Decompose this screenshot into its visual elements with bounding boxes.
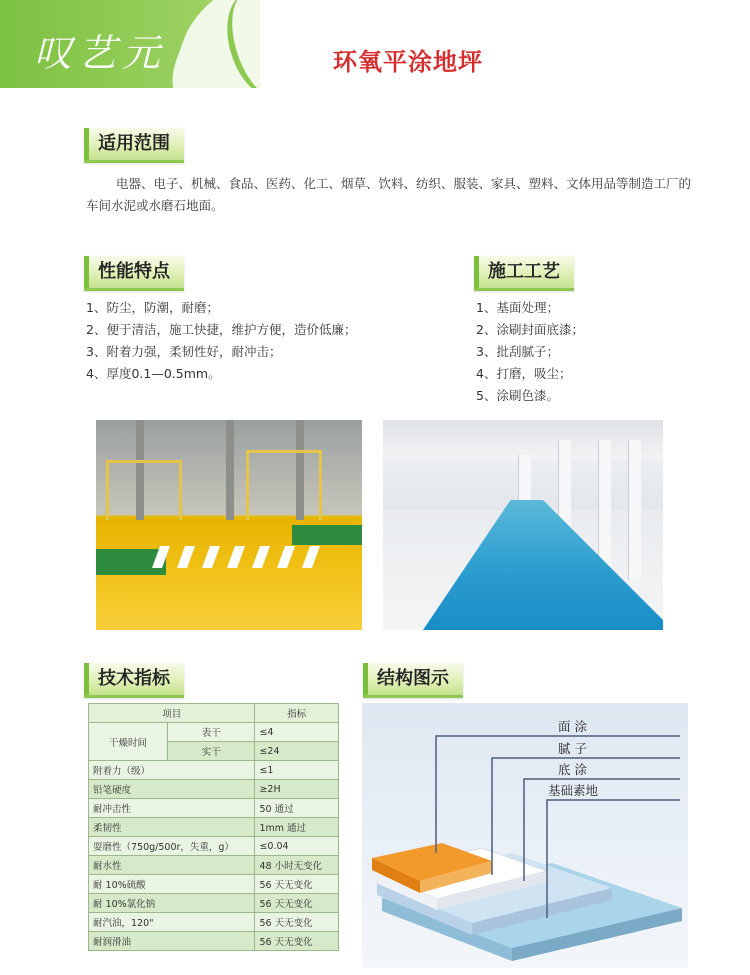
list-item: 4、厚度0.1—0.5mm。: [86, 366, 221, 381]
table-cell: 柔韧性: [89, 818, 255, 837]
table-cell: 50 通过: [255, 799, 339, 818]
layer-label-base: 基础素地: [548, 783, 599, 798]
page-title: 环氧平涂地坪: [333, 47, 483, 76]
section-label-scope: 适用范围: [84, 128, 184, 163]
section-label-structure: 结构图示: [363, 663, 463, 698]
table-cell: 耐汽油，120": [89, 913, 255, 932]
brand-logo: 叹艺元: [34, 31, 167, 75]
process-list: [476, 297, 676, 407]
table-row: [89, 894, 339, 913]
table-cell: 耐 10%氯化钠: [89, 894, 255, 913]
list-item: 1、基面处理；: [476, 300, 559, 315]
table-cell: 48 小时无变化: [255, 856, 339, 875]
table-cell: 铅笔硬度: [89, 780, 255, 799]
table-row: [89, 723, 339, 742]
list-item: 5、涂刷色漆。: [476, 388, 559, 403]
table-cell: ≤0.04: [255, 837, 339, 856]
table-row: [89, 875, 339, 894]
list-item: 1、防尘，防潮，耐磨；: [86, 300, 219, 315]
table-cell: 耐 10%硫酸: [89, 875, 255, 894]
spec-table: [88, 703, 339, 951]
scope-text: 电器、电子、机械、食品、医药、化工、烟草、饮料、纺织、服装、家具、塑料、文体用品等制造工厂的车间水泥或水磨石地面。: [86, 176, 692, 213]
table-cell: ≤4: [255, 723, 339, 742]
table-cell: 56 天无变化: [255, 894, 339, 913]
table-cell: 耍磨性（750g/500r，失重，g）: [89, 837, 255, 856]
section-label-specs: 技术指标: [84, 663, 184, 698]
layer-label-topcoat: 面 涂: [558, 719, 587, 734]
table-cell: 附着力（级）: [89, 761, 255, 780]
table-cell: ≤1: [255, 761, 339, 780]
table-row: [89, 837, 339, 856]
features-list: [86, 297, 446, 385]
table-cell: 实干: [168, 742, 255, 761]
table-row: [89, 856, 339, 875]
list-item: 2、涂刷封面底漆；: [476, 322, 584, 337]
list-item: 3、附着力强，柔韧性好，耐冲击；: [86, 344, 282, 359]
header-banner: [0, 0, 750, 88]
table-cell: ≤24: [255, 742, 339, 761]
table-cell: 耐冲击性: [89, 799, 255, 818]
blue-floor-photo: [383, 420, 663, 630]
table-row: [89, 818, 339, 837]
table-header-item: 项目: [89, 704, 255, 723]
table-row: [89, 913, 339, 932]
table-cell: 1mm 通过: [255, 818, 339, 837]
layer-stack-illustration: [362, 703, 688, 968]
table-row: [89, 799, 339, 818]
layer-label-primer: 底 涂: [558, 762, 587, 777]
table-cell: 干燥时间: [89, 723, 168, 761]
list-item: 4、打磨，吸尘；: [476, 366, 572, 381]
table-cell: 56 天无变化: [255, 932, 339, 951]
table-cell: ≥2H: [255, 780, 339, 799]
list-item: 2、便于清洁，施工快捷，维护方便，造价低廉；: [86, 322, 357, 337]
table-row: [89, 932, 339, 951]
layer-label-putty: 腻 子: [558, 741, 587, 756]
table-row: [89, 780, 339, 799]
list-item: 3、批刮腻子；: [476, 344, 559, 359]
yellow-floor-photo: [96, 420, 362, 630]
table-cell: 56 天无变化: [255, 913, 339, 932]
section-label-process: 施工工艺: [474, 256, 574, 291]
table-row: [89, 761, 339, 780]
table-cell: 耐水性: [89, 856, 255, 875]
table-cell: 表干: [168, 723, 255, 742]
table-header-row: [89, 704, 339, 723]
table-cell: 耐润滑油: [89, 932, 255, 951]
table-header-value: 指标: [255, 704, 339, 723]
layer-structure-diagram: [362, 703, 688, 968]
section-label-features: 性能特点: [84, 256, 184, 291]
table-cell: 56 天无变化: [255, 875, 339, 894]
